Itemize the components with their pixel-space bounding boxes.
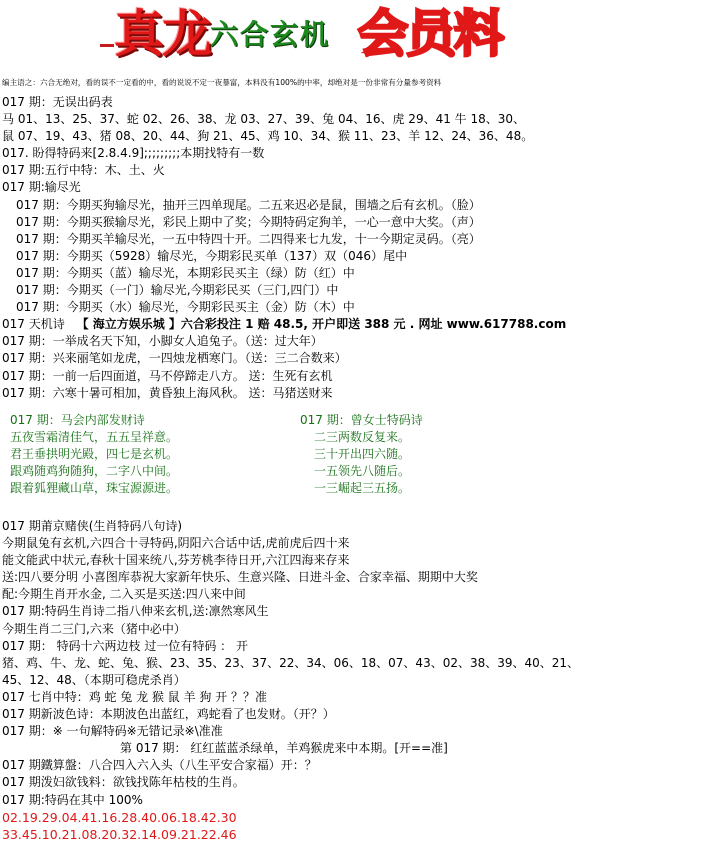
line-zodiac-poem: 017 期:特码生肖诗二指八伸来玄机,送:凛然寒风生	[2, 604, 269, 619]
line-lose-3: 017 期：今期买羊输尽光，一五中特四十开。二四得来七九发，十一今期定灵码。（亮）	[16, 231, 481, 246]
poem-left-line: 跟鸡随鸡狗随狗，二字八中间。	[10, 464, 179, 479]
line-poem-4: 017 期：六寒十暑可相加，黄昏独上海风秋。 送：马猪送财来	[2, 385, 333, 400]
line-lose-1: 017 期：今期买狗输尽光，抽开三四单现尾。二五来迟必是鼠，围墙之后有玄机。（脸）	[16, 197, 481, 212]
line-special-100: 017 期:特码在其中 100%	[2, 792, 143, 807]
line-abacus: 017 期鐵算盤：八合四入六入头（八生平安合家福）开：？	[2, 758, 317, 773]
line-lose-all: 017 期:输尽光	[2, 180, 81, 195]
line-numbers-list: 猪、鸡、牛、龙、蛇、兔、猴、23、35、23、37、22、34、06、18、07、43、02、38、39、40、21、	[2, 655, 580, 670]
line-match: 配:今期生肖开水金, 二入买是买送:四八来中间	[2, 587, 246, 602]
line-seven-zodiac: 017 七肖中特：鸡 蛇 兔 龙 猴 鼠 羊 狗 开 ？？准	[2, 689, 268, 704]
line-gambler-1: 今期鼠兔有玄机,六四合十寻特码,阴阳六合话中话,虎前虎后四十来	[2, 536, 350, 551]
line-poem-2: 017 期：兴来丽笔如龙虎，一四烛龙栖寒门。（送：三二合数来）	[2, 351, 347, 366]
poem-left-line: 五夜雪霜清佳气，五五呈祥意。	[10, 430, 179, 445]
poem-left-line: 跟着狐狸藏山草，珠宝源源进。	[10, 481, 179, 496]
title-mid: 六合玄机	[210, 18, 331, 51]
line-one-sentence: 017 期：※ 一句解特码※无错记录※\准准	[2, 724, 223, 739]
poem-right-line: 一三崛起三五扬。	[314, 481, 411, 496]
content-block-2	[2, 518, 718, 844]
line-lose-2: 017 期：今期买猴输尽光，彩民上期中了奖；今期特码定狗羊，一心一意中大奖。（声）	[16, 214, 481, 229]
editor-notice: 编主语之：六合无绝对，看的误不一定看的中，看的说说不定一夜暴富，本料没有100%的中率，却绝对是一份非常有分量参考资料	[2, 78, 442, 87]
poem-right-line: 一五领先八随后。	[314, 464, 411, 479]
line-poem-1: 017 期：一举成名天下知，小脚女人追兔子。（送：过大年）	[2, 334, 323, 349]
numbers-row-1: 02.19.29.04.41.16.28.40.06.18.42.30	[2, 809, 237, 825]
line-five-elements: 017 期:五行中特：木、土、火	[2, 163, 165, 178]
line-send-48: 送:四八要分明 小喜图库恭祝大家新年快乐、生意兴隆、日进斗金、合家幸福、期期中大奖	[2, 570, 478, 585]
line-numbers-list-2: 45、12、48、（本期可稳虎杀肖）	[2, 672, 186, 687]
line-sixteen: 017 期： 特码十六两边枝 过一位有特码 ： 开	[2, 638, 248, 653]
poem-left-line: 君王垂拱明光殿，四七是玄机。	[10, 447, 179, 462]
poem-right-title: 017 期：曾女士特码诗	[300, 413, 423, 427]
ad-prefix: 017 天机诗	[2, 317, 65, 332]
line-ad	[2, 316, 718, 333]
line-red-blue: 第 017 期： 红红蓝蓝杀绿单，羊鸡猴虎来中本期。[开==准]	[120, 741, 448, 756]
line-zodiac-numbers-2: 鼠 07、19、43、猪 08、20、44、狗 21、45、鸡 10、34、猴 11、23、羊 12、24、36、48。	[2, 129, 534, 144]
poem-left-title: 017 期：马会内部发财诗	[10, 413, 145, 427]
line-poem-3: 017 期：一前一后四面道，马不停蹄走八方。 送：生死有玄机	[2, 368, 333, 383]
line-lose-7: 017 期：今期买（水）输尽光，今期彩民买主（金）防（木）中	[16, 300, 355, 315]
line-special-numbers: 017. 盼得特码来[2.8.4.9];;;;;;;;;本期找特有一数	[2, 146, 265, 161]
line-money: 017 期泼妇欲钱料：欲钱找陈年枯枝的生肖。	[2, 775, 245, 790]
numbers-row-2: 33.45.10.21.08.20.32.14.09.21.22.46	[2, 827, 237, 843]
header-dash	[100, 44, 114, 47]
line-zodiac-numbers-1: 马 01、13、25、37、蛇 02、26、38、龙 03、27、39、兔 04、16、虎 29、41 牛 18、30、	[2, 112, 526, 127]
page-header	[0, 0, 720, 72]
title-left: 真龙	[114, 4, 210, 63]
poem-right	[300, 412, 423, 497]
poem-right-line: 三十开出四六随。	[314, 447, 411, 462]
line-lose-6: 017 期：今期买（一门）输尽光,今期彩民买（三门,四门）中	[16, 283, 339, 298]
line-wave-color: 017 期新波色诗：本期波色出蓝红，鸡蛇看了也发财。（开？）	[2, 707, 335, 722]
line-no-error-title: 017 期：无误出码表	[2, 95, 113, 109]
line-gambler-2: 能文能武中状元,春秋十国来统八,芬芳桃李待日开,六江四海来存来	[2, 553, 350, 568]
line-lose-4: 017 期：今期买（5928）输尽光，今期彩民买单（137）双（046）尾中	[16, 248, 408, 263]
line-zodiac-gate: 今期生肖二三门,六来（猪中必中）	[2, 621, 186, 636]
line-gambler-title: 017 期莆京赌侠(生肖特码八句诗)	[2, 519, 183, 533]
poem-right-line: 二三两数反复来。	[314, 430, 411, 445]
poem-section	[2, 412, 718, 500]
poem-left	[10, 412, 178, 497]
ad-text[interactable]: 【 海立方娱乐城 】六合彩投注 1 赔 48.5, 开户即送 388 元 . 网址 www.617788.com	[76, 317, 567, 332]
content-block	[2, 94, 718, 402]
line-lose-5: 017 期：今期买（蓝）输尽光，本期彩民买主（绿）防（红）中	[16, 265, 355, 280]
title-right: 会员料	[358, 4, 502, 63]
